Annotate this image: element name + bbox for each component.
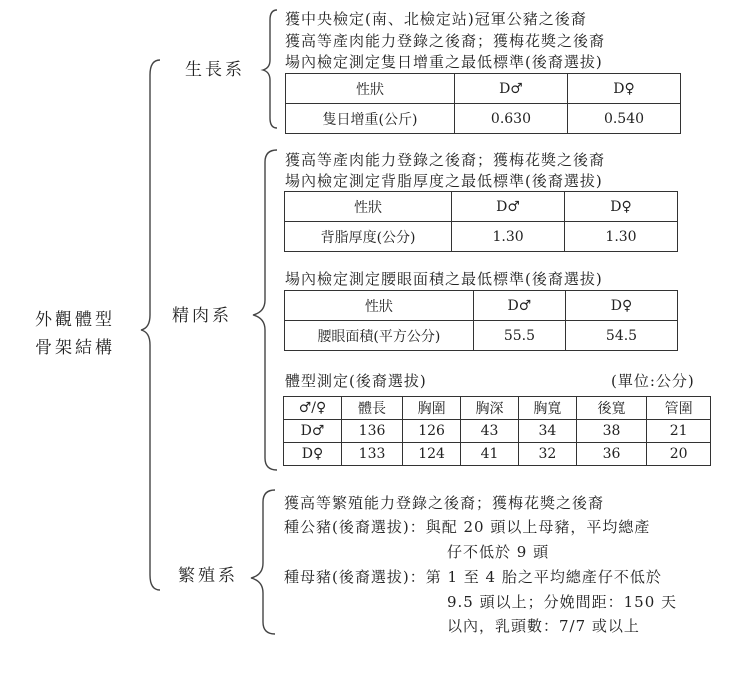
root-brace <box>141 60 160 590</box>
loin-caption: 場內檢定測定腰眼面積之最低標準(後裔選拔) <box>285 270 603 288</box>
table-cell: D♂ <box>284 420 342 443</box>
table-cell: 34 <box>518 420 576 443</box>
header-cell: D♂ <box>452 192 565 222</box>
breed-line-1: 獲高等繁殖能力登錄之後裔；獲梅花獎之後裔 <box>284 494 605 512</box>
growth-line-2: 獲高等產肉能力登錄之後裔；獲梅花獎之後裔 <box>285 32 606 50</box>
daily-gain-table <box>285 73 681 134</box>
root-label-line1: 外觀體型 <box>35 310 115 330</box>
table-cell: 126 <box>403 420 461 443</box>
header-cell: D♀ <box>567 74 680 104</box>
root-label-line2: 骨架結構 <box>35 338 115 358</box>
breed-sow-line-c: 以內，乳頭數：7/7 或以上 <box>447 617 640 635</box>
breed-title: 繁殖系 <box>178 566 238 586</box>
table-cell: 隻日增重(公斤) <box>286 104 455 134</box>
body-caption: 體型測定(後裔選拔) <box>285 372 427 390</box>
header-cell: 胸寬 <box>518 397 576 420</box>
table-row <box>285 222 678 252</box>
header-cell: 體長 <box>342 397 403 420</box>
table-cell: 32 <box>518 443 576 466</box>
growth-line-3: 場內檢定測定隻日增重之最低標準(後裔選拔) <box>285 53 603 71</box>
header-cell: 胸圍 <box>403 397 461 420</box>
unit-label: (單位:公分) <box>611 372 695 390</box>
table-cell: 38 <box>576 420 646 443</box>
header-cell: 性狀 <box>286 74 455 104</box>
table-cell: 36 <box>576 443 646 466</box>
table-cell: 20 <box>647 443 711 466</box>
table-cell: 133 <box>342 443 403 466</box>
table-cell: 41 <box>461 443 519 466</box>
table-cell: 背脂厚度(公分) <box>285 222 452 252</box>
table-cell: 136 <box>342 420 403 443</box>
growth-line-1: 獲中央檢定(南、北檢定站)冠軍公豬之後裔 <box>285 10 587 28</box>
table-header-row <box>284 397 711 420</box>
table-cell: 124 <box>403 443 461 466</box>
table-cell: 43 <box>461 420 519 443</box>
table-header-row <box>285 291 678 321</box>
body-measure-table <box>283 396 711 466</box>
table-cell: 55.5 <box>473 321 565 351</box>
table-row <box>284 443 711 466</box>
table-cell: 54.5 <box>566 321 678 351</box>
table-cell: 腰眼面積(平方公分) <box>285 321 474 351</box>
table-cell: 21 <box>647 420 711 443</box>
loin-eye-table <box>284 290 678 351</box>
meat-line-2: 場內檢定測定背脂厚度之最低標準(後裔選拔) <box>285 172 603 190</box>
header-cell: 後寬 <box>576 397 646 420</box>
table-row <box>284 420 711 443</box>
table-row <box>285 321 678 351</box>
growth-brace <box>263 10 277 128</box>
header-cell: 性狀 <box>285 291 474 321</box>
meat-title: 精肉系 <box>172 306 232 326</box>
breed-boar-line-a: 種公豬(後裔選拔)：與配 20 頭以上母豬，平均總產 <box>284 518 651 536</box>
header-cell: 胸深 <box>461 397 519 420</box>
meat-line-1: 獲高等產肉能力登錄之後裔；獲梅花獎之後裔 <box>285 151 606 169</box>
table-row <box>286 104 681 134</box>
header-cell: D♀ <box>565 192 678 222</box>
table-cell: 0.540 <box>567 104 680 134</box>
backfat-table <box>284 191 678 252</box>
header-cell: D♂ <box>454 74 567 104</box>
header-cell: D♂ <box>473 291 565 321</box>
table-header-row <box>286 74 681 104</box>
breed-sow-line-a: 種母豬(後裔選拔)：第 1 至 4 胎之平均總產仔不低於 <box>284 568 662 586</box>
growth-title: 生長系 <box>185 60 245 80</box>
header-cell: ♂/♀ <box>284 397 342 420</box>
breed-boar-line-b: 仔不低於 9 頭 <box>447 543 550 561</box>
table-cell: 0.630 <box>454 104 567 134</box>
table-cell: 1.30 <box>565 222 678 252</box>
meat-brace <box>253 150 277 470</box>
table-cell: D♀ <box>284 443 342 466</box>
table-cell: 1.30 <box>452 222 565 252</box>
header-cell: 管圍 <box>647 397 711 420</box>
header-cell: D♀ <box>566 291 678 321</box>
table-header-row <box>285 192 678 222</box>
breed-brace <box>251 490 275 634</box>
header-cell: 性狀 <box>285 192 452 222</box>
breed-sow-line-b: 9.5 頭以上；分娩間距：150 天 <box>447 593 678 611</box>
